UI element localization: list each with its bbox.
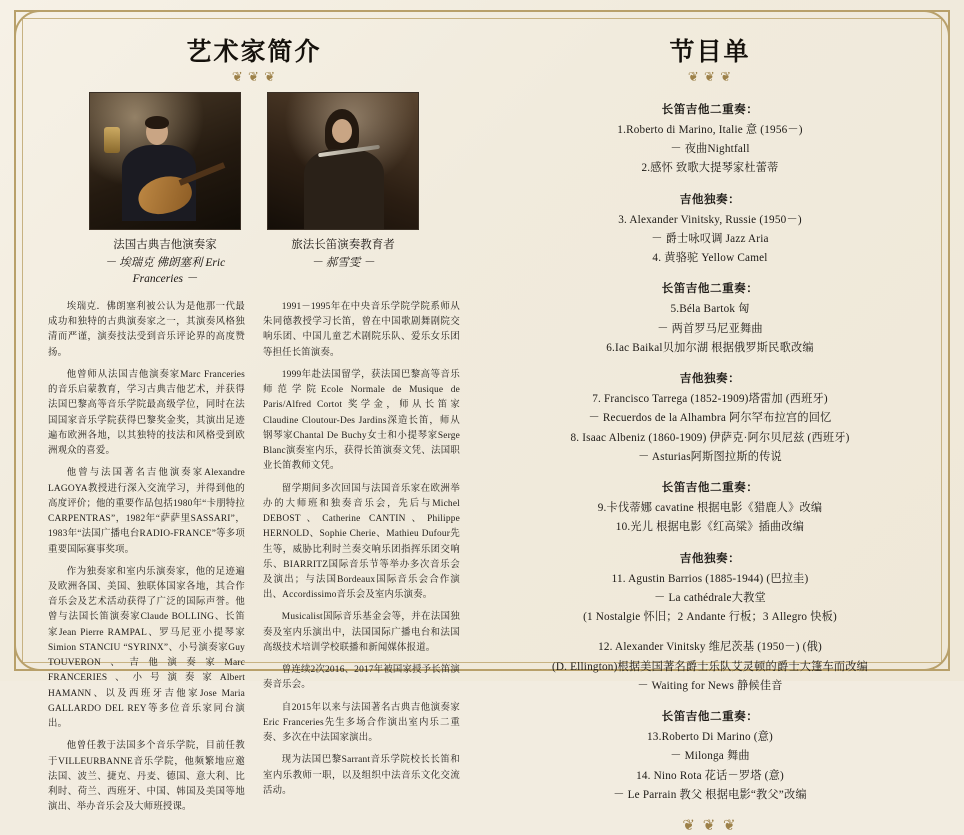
program-item: 10.光儿 根据电影《红高粱》插曲改编 xyxy=(615,521,805,534)
program-group-heading: 吉他独奏： xyxy=(679,192,741,206)
caption-flutist-role: 旅法长笛演奏教育者 xyxy=(291,239,395,251)
program-item: － Waiting for News 静候佳音 xyxy=(637,679,783,692)
program-group-heading: 长笛吉他二重奏： xyxy=(661,710,759,724)
bio-paragraph: 自2015年以来与法国著名古典吉他演奏家Eric Franceries先生多场合作演出室内乐二重奏、多次在中法国家演出。 xyxy=(263,702,460,744)
artist-photos xyxy=(48,92,460,288)
program-group-heading: 长笛吉他二重奏： xyxy=(661,481,759,495)
program-group-heading: 长笛吉他二重奏： xyxy=(661,282,759,296)
bio-paragraph: 1999年赴法国留学，获法国巴黎高等音乐师范学院Ecole Normale de Musique de Paris/Alfred Cortot 奖学金，师从长笛家Claudine Cloutour-Des Jardins深造长笛，师从钢琴家Chantal De Buchy女士和小提琴家Serge Blanc演奏室内乐，获得长笛演奏文凭、法国职业长笛教师文凭。 xyxy=(263,369,460,472)
photo-guitarist xyxy=(89,92,241,230)
page-title-artist-bio: 艺术家简介 xyxy=(186,38,322,66)
program-item: － Asturias阿斯图拉斯的传说 xyxy=(638,450,782,463)
program-item: － 夜曲Nightfall xyxy=(670,143,750,156)
program-item: 1.Roberto di Marino, Italie 意 (1956－) xyxy=(617,123,803,136)
program-group xyxy=(504,707,916,805)
bio-paragraph: 埃瑞克．佛朗塞利被公认为是他那一代最成功和独特的古典演奏家之一，其演奏风格独清而严谨，演奏技法受到音乐评论界的高度赞扬。 xyxy=(48,302,245,358)
program-item: － 爵士咏叹调 Jazz Aria xyxy=(651,232,769,245)
program-list xyxy=(504,100,916,805)
program-item: 4. 黄骆驼 Yellow Camel xyxy=(652,252,768,265)
program-item: 9.卡伐蒂娜 cavatine 根据电影《猎鹿人》改编 xyxy=(597,502,823,515)
program-item: 8. Isaac Albeniz (1860-1909) 伊萨克·阿尔贝尼兹 (西班牙) xyxy=(570,431,850,444)
caption-flutist xyxy=(267,237,419,271)
program-item: 5.Béla Bartok 匈 xyxy=(670,303,750,316)
program-group-heading: 吉他独奏： xyxy=(679,551,741,565)
flourish-ornament-bottom: ❦ ❦ ❦ xyxy=(682,818,738,835)
caption-guitarist xyxy=(89,237,241,288)
program-group-heading: 长笛吉他二重奏： xyxy=(661,103,759,116)
bio-column-guitarist xyxy=(48,300,245,823)
bio-paragraph: 他曾与法国著名吉他演奏家Alexandre LAGOYA教授进行深入交流学习，并得到他的高度评价；他的重要作品包括1980年“卡朋特拉CARPENTRAS”，1982年“萨萨里SASSARI”，1983年“法国广播电台RADIO-FRANCE”等多项重要国际赛事奖项。 xyxy=(48,468,245,555)
program-group xyxy=(504,369,916,467)
photo-flutist xyxy=(267,92,419,230)
program-item: (1 Nostalgie 怀旧；2 Andante 行板；3 Allegro 快板) xyxy=(583,611,837,624)
program-group xyxy=(504,279,916,358)
bio-column-flutist xyxy=(263,300,460,823)
bio-paragraph: 他曾任教于法国多个音乐学院，目前任教于VILLEURBANNE音乐学院，他频繁地应邀法国、波兰、捷克、丹麦、德国、意大利、比利时、荷兰、西班牙、中国、韩国及美国等地演出、举办音乐会及大师班授课。 xyxy=(48,741,245,813)
bio-paragraph: 他曾师从法国吉他演奏家Marc Franceries的音乐启蒙教育，学习古典吉他艺术，并获得法国巴黎高等音乐学院最高级学位，同时在法国国家音乐学院获得巴黎奖金奖，其演出足迹遍布欧洲各地，以其独特的技法和风格受到欧洲观众的喜爱。 xyxy=(48,369,245,457)
program-group xyxy=(504,638,916,696)
program-item: (D. Ellington)根据美国著名爵士乐队艾灵顿的爵士大篷车而改编 xyxy=(551,660,869,673)
program-item: － 两首罗马尼亚舞曲 xyxy=(657,322,763,335)
caption-flutist-name: － 郝雪雯 － xyxy=(311,256,375,269)
bio-text xyxy=(48,300,460,823)
program-item: 14. Nino Rota 花话－罗塔 (意) xyxy=(636,769,784,782)
program-group xyxy=(504,100,916,179)
bio-paragraph: 曾连续2次2016、2017年被国家授予长笛演奏音乐会。 xyxy=(263,665,460,691)
program-item: － Milonga 舞曲 xyxy=(670,750,750,763)
program-group xyxy=(504,478,916,537)
artist-photo-block-flutist xyxy=(267,92,419,288)
flourish-ornament-right: ❦ ❦ ❦ xyxy=(687,69,733,84)
program-item: － Le Parrain 教父 根据电影“教父”改编 xyxy=(613,788,807,801)
program-item: 13.Roberto Di Marino (意) xyxy=(647,731,773,744)
program-item: － Recuerdos de la Alhambra 阿尔罕布拉宫的回忆 xyxy=(588,412,832,425)
bio-paragraph: 1991－1995年在中央音乐学院学院系师从朱同德教授学习长笛，曾在中国歌剧舞剧院交响乐团、中国儿童艺术剧院乐队、爱乐女乐团等担任长笛演奏。 xyxy=(263,302,460,358)
caption-guitarist-role: 法国古典吉他演奏家 xyxy=(113,239,217,251)
flourish-ornament-left: ❦ ❦ ❦ xyxy=(231,69,277,84)
bio-paragraph: Musicalist国际音乐基金会等，并在法国独奏及室内乐演出中，法国国际广播电台和法国高级技术培训学校联播和新闻媒体报道。 xyxy=(263,612,460,653)
artist-photo-block-guitarist xyxy=(89,92,241,288)
program-group-heading: 吉他独奏： xyxy=(679,372,741,386)
caption-guitarist-name: － 埃瑞克 佛朗塞利 Eric Franceries － xyxy=(104,256,226,286)
content-columns xyxy=(34,26,930,835)
program-item: 11. Agustin Barrios (1885-1944) (巴拉圭) xyxy=(611,572,809,585)
program-item: 7. Francisco Tarrega (1852-1909)塔雷加 (西班牙) xyxy=(592,393,828,406)
program-item: － La cathédrale大教堂 xyxy=(654,591,766,604)
bio-paragraph: 留学期间多次回国与法国音乐家在欧洲举办的大师班和独奏音乐会，先后与Michel DEBOST、Catherine CANTIN、Philippe HERNOLD、Sophie Cherie、Mathieu Dufour先生等，威胁比利时兰奏交响乐团指挥乐团交响乐、BIARRITZ国际音乐节等举办多次音乐会及演出；与法国Bordeaux国际音乐会合作演出、Accordissimo音乐会及室内乐演奏。 xyxy=(263,483,460,601)
program-item: 2.感怀 致歌大提琴家杜蕾蒂 xyxy=(641,162,779,175)
program-item: 6.Iac Baikal贝加尔湖 根据俄罗斯民歌改编 xyxy=(606,341,814,354)
program-item: 12. Alexander Vinitsky 维尼茨基 (1950－) (俄) xyxy=(598,641,822,654)
page-title-program: 节目单 xyxy=(669,38,751,66)
program-item: 3. Alexander Vinitsky, Russie (1950－) xyxy=(618,213,802,226)
bio-paragraph: 作为独奏家和室内乐演奏家，他的足迹遍及欧洲各国、美国、独联体国家各地，其合作音乐会及艺术活动获得了广泛的国际声誉。他曾与法国长笛演奏家Claude BOLLING、长笛家Jean Pierre RAMPAL、罗马尼亚小提琴家Simion STANCIU “SYRINX”、小号演奏家Guy TOUVERON、吉他演奏家Marc FRANCERIES、小号演奏家Albert HAMANN、以及西班牙吉他家Jose Maria GALLARDO DEL REY等多位音乐家同台演出。 xyxy=(48,566,245,730)
bio-paragraph: 现为法国巴黎Sarrant音乐学院校长长笛和室内乐教师一职，以及组织中法音乐文化交流活动。 xyxy=(263,755,460,796)
program-group xyxy=(504,190,916,269)
artist-bio-column xyxy=(34,26,482,813)
program-group xyxy=(504,549,916,628)
program-column xyxy=(482,26,930,835)
